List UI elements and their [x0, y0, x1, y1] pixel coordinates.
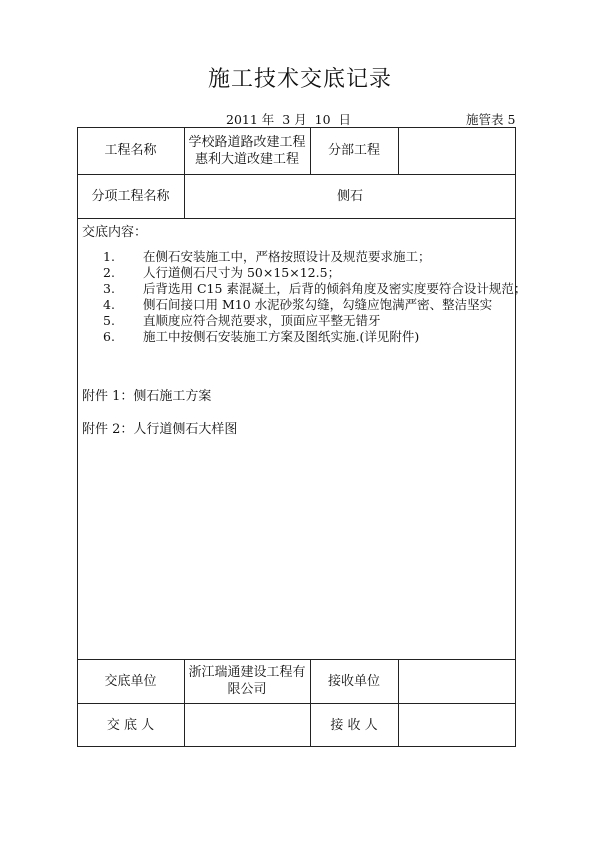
date-day: 10 — [314, 112, 331, 127]
form-number: 施管表 5 — [466, 112, 516, 127]
project-name-line-2: 惠利大道改建工程 — [194, 151, 299, 167]
receiver-person-label: 接 收 人 — [330, 717, 378, 733]
item-number: 6. — [103, 329, 115, 344]
list-item — [103, 265, 526, 281]
issuer-unit-value — [184, 659, 310, 703]
item-number: 5. — [103, 313, 115, 328]
date-year: 2011 — [226, 112, 258, 127]
date-month: 3 — [282, 112, 291, 127]
content-label: 交底内容： — [82, 225, 148, 240]
attachment-2: 附件 2：人行道侧石大样图 — [82, 422, 238, 437]
date-day-unit: 日 — [338, 112, 352, 127]
date-month-unit: 月 — [294, 112, 307, 127]
subitem-label: 分项工程名称 — [91, 188, 170, 204]
division-value — [398, 127, 516, 174]
project-name-value — [184, 127, 310, 174]
item-text: 人行道侧石尺寸为 50×15×12.5； — [143, 265, 341, 280]
division-label: 分部工程 — [327, 143, 380, 158]
item-text: 施工中按侧石安装施工方案及图纸实施.(详见附件) — [143, 329, 420, 344]
issuer-unit-line-1: 浙江瑞通建设工程有 — [188, 665, 306, 680]
project-name-line-1: 学校路道路改建工程 — [188, 134, 306, 150]
item-text: 在侧石安装施工中，严格按照设计及规范要求施工； — [143, 249, 431, 264]
date-year-unit: 年 — [261, 112, 275, 127]
project-name-label: 工程名称 — [104, 143, 157, 158]
list-item — [103, 281, 526, 297]
row-divider — [77, 218, 516, 219]
attachment-1: 附件 1：侧石施工方案 — [82, 389, 212, 404]
issuer-person-value — [184, 703, 310, 747]
list-item — [103, 329, 526, 345]
subitem-value: 侧石 — [336, 188, 363, 204]
issuer-unit-line-2: 限公司 — [227, 682, 267, 697]
record-table — [77, 127, 516, 747]
receiver-unit-value — [398, 659, 516, 703]
receiver-person-value — [398, 703, 516, 747]
issuer-unit-label: 交底单位 — [104, 673, 157, 689]
list-item — [103, 313, 526, 329]
list-item — [103, 249, 526, 265]
item-number: 4. — [103, 297, 115, 312]
item-text: 侧石间接口用 M10 水泥砂浆勾缝，勾缝应饱满严密、整洁坚实 — [143, 297, 493, 312]
content-items — [103, 249, 526, 345]
item-number: 3. — [103, 281, 115, 296]
record-date — [226, 110, 351, 128]
list-item — [103, 297, 526, 313]
item-text: 后背选用 C15 素混凝土，后背的倾斜角度及密实度要符合设计规范； — [143, 281, 527, 296]
item-text: 直顺度应符合规范要求，顶面应平整无错牙 — [143, 313, 381, 328]
document-title: 施工技术交底记录 — [207, 67, 392, 92]
issuer-person-label: 交 底 人 — [106, 717, 155, 733]
item-number: 1. — [103, 249, 115, 264]
item-number: 2. — [103, 265, 115, 280]
receiver-unit-label: 接收单位 — [327, 673, 380, 689]
